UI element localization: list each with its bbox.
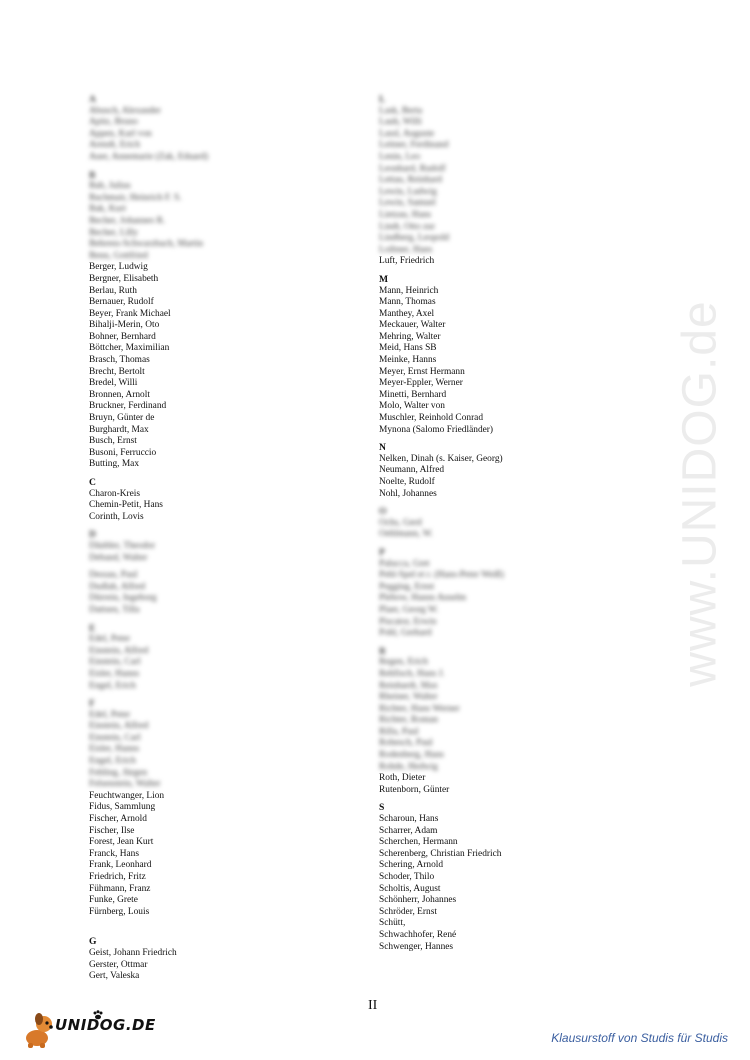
- index-entry: Gert, Valeska: [89, 971, 140, 982]
- index-entry: Edel, Peter: [89, 709, 131, 720]
- index-entry: Rohde, Hedwig: [379, 761, 438, 772]
- index-entry: Dudlah, Alfred: [89, 581, 146, 592]
- index-entry: Lewin, Ludwig: [379, 186, 437, 197]
- index-entry: Robesch, Paul: [379, 738, 433, 749]
- section-letter: G: [89, 936, 97, 948]
- index-entry: Franck, Hans: [89, 848, 139, 859]
- index-entry: Arendt, Erich: [89, 140, 141, 151]
- index-entry: Bredel, Willi: [89, 378, 138, 389]
- index-entry: Lettau, Reinhard: [379, 175, 442, 186]
- index-entry: Palucca, Gret: [379, 558, 430, 569]
- index-entry: Schönherr, Johannes: [379, 895, 457, 906]
- index-entry: Deband, Walter: [89, 552, 148, 563]
- index-entry: Fischer, Ilse: [89, 825, 135, 836]
- index-entry: Scharrer, Adam: [379, 825, 438, 836]
- index-entry: Scherchen, Hermann: [379, 837, 458, 848]
- index-entry: Bak, Kurt: [89, 204, 126, 215]
- index-entry: Butting, Max: [89, 459, 140, 470]
- index-entry: Loibner, Hans: [379, 244, 433, 255]
- index-entry: Pohl, Gerhard: [379, 628, 432, 639]
- index-entry: Meid, Hans SB: [379, 343, 437, 354]
- index-entry: Scharoun, Hans: [379, 814, 439, 825]
- index-entry: Piscator, Erwin: [379, 616, 437, 627]
- index-entry: Leonhard, Rudolf: [379, 163, 446, 174]
- left-name-column: [89, 94, 349, 983]
- index-entry: Schröder, Ernst: [379, 906, 437, 917]
- index-entry: Richter, Roman: [379, 715, 438, 726]
- index-entry: Fühmann, Franz: [89, 883, 151, 894]
- index-entry: Lenin, Leo: [379, 151, 421, 162]
- index-entry: Pehl-Spel et r. (Hans-Peter Weiß): [379, 570, 504, 581]
- index-entry: Richter, Hans Werner: [379, 703, 460, 714]
- index-entry: Noelte, Rudolf: [379, 477, 435, 487]
- index-entry: Berger, Ludwig: [89, 262, 148, 273]
- index-entry: Engel, Erich: [89, 756, 136, 767]
- index-entry: Schwachhofer, René: [379, 929, 457, 940]
- index-entry: Auer, Annemarie (Zak, Eduard): [89, 151, 209, 162]
- index-entry: Rehfisch, Hans J.: [379, 668, 445, 679]
- index-entry: Bab, Julius: [89, 181, 131, 192]
- index-entry: Schwenger, Hannes: [379, 941, 454, 952]
- index-entry: Becher, Lilly: [89, 227, 139, 238]
- index-entry: Corinth, Lovis: [89, 511, 144, 522]
- index-entry: Abusch, Alexander: [89, 105, 161, 116]
- index-entry: Geist, Johann Friedrich: [89, 947, 177, 958]
- index-entry: Lewin, Samuel: [379, 198, 436, 209]
- index-entry: Oehlmann, W.: [379, 529, 433, 540]
- index-entry: Pegging, Ernst: [379, 581, 435, 592]
- index-entry: Becher, Johannes R.: [89, 215, 166, 226]
- index-entry: Bernauer, Rudolf: [89, 297, 154, 308]
- index-entry: Mynona (Salomo Friedländer): [379, 424, 494, 435]
- index-entry: Meckauer, Walter: [379, 320, 446, 331]
- index-entry: Rilla, Paul: [379, 726, 419, 737]
- index-entry: Lassl, Auguste: [379, 128, 435, 139]
- index-entry: Molo, Walter von: [379, 401, 445, 412]
- index-entry: Meinke, Hanns: [379, 355, 437, 366]
- index-entry: Funke, Grete: [89, 895, 138, 906]
- section-letter: N: [379, 442, 386, 454]
- section-letter: D: [89, 529, 96, 541]
- index-entry: Dessau, Paul: [89, 570, 138, 581]
- section-letter: L: [379, 94, 386, 105]
- index-entry: Schoder, Thilo: [379, 872, 435, 882]
- footer-tagline: Klausurstoff von Studis für Studis: [551, 1031, 728, 1045]
- section-letter: E: [89, 622, 96, 634]
- index-entry: Regen, Erich: [379, 657, 428, 668]
- index-entry: Bergner, Elisabeth: [89, 273, 159, 284]
- section-letter: P: [379, 546, 385, 558]
- index-entry: Fidus, Sammlung: [89, 802, 156, 813]
- index-entry: Plebow, Hanns Anselm: [379, 593, 467, 604]
- index-entry: Bronnen, Arnolt: [89, 389, 150, 400]
- index-entry: Charon-Kreis: [89, 488, 141, 499]
- index-entry: Meyer, Ernst Hermann: [379, 366, 465, 377]
- index-entry: Einstein, Carl: [89, 657, 141, 668]
- section-letter: M: [379, 273, 389, 285]
- index-entry: Roth, Dieter: [379, 773, 426, 784]
- right-name-column: [379, 94, 679, 953]
- index-entry: Bohner, Bernhard: [89, 331, 156, 342]
- index-entry: Bruyn, Günter de: [89, 413, 155, 424]
- index-entry: Dürrein, Ingeborg: [89, 593, 157, 604]
- index-entry: Neumann, Alfred: [379, 465, 445, 476]
- index-entry: Lindberg, Leopold: [379, 233, 450, 244]
- index-entry: Manthey, Axel: [379, 308, 435, 319]
- index-entry: Lindt, Otto zur: [379, 221, 435, 232]
- index-entry: Plaer, Georg W.: [379, 604, 439, 615]
- index-entry: Däubler, Theodor: [89, 540, 156, 551]
- index-entry: Eisler, Hanns: [89, 744, 140, 755]
- index-entry: Schering, Arnold: [379, 860, 444, 871]
- logo-text: UNIDOG.DE: [55, 1016, 156, 1034]
- index-entry: Felsenstein, Walter: [89, 779, 161, 790]
- index-entry: Fischer, Arnold: [89, 814, 147, 825]
- section-letter: C: [89, 477, 96, 488]
- index-entry: Chemin-Petit, Hans: [89, 500, 163, 511]
- index-entry: Friedrich, Fritz: [89, 872, 146, 882]
- index-entry: Bruckner, Ferdinand: [89, 401, 167, 412]
- index-entry: Behrens-Schwarzbach, Martin: [89, 239, 204, 250]
- index-entry: Beyer, Frank Michael: [89, 308, 171, 319]
- index-entry: Lietzau, Hans: [379, 209, 432, 220]
- index-entry: Dattsen, Tilla: [89, 604, 140, 615]
- index-entry: Bihalji-Merin, Oto: [89, 320, 160, 331]
- index-entry: Rutenborn, Günter: [379, 784, 450, 795]
- index-entry: Luft, Friedrich: [379, 256, 435, 267]
- index-entry: Mann, Thomas: [379, 297, 436, 308]
- page-number: II: [368, 998, 378, 1013]
- section-letter: R: [379, 645, 386, 657]
- index-entry: Eisler, Hanns: [89, 668, 140, 679]
- section-letter: A: [89, 94, 96, 105]
- index-entry: Nelken, Dinah (s. Kaiser, Georg): [379, 453, 503, 464]
- index-entry: Scherenberg, Christian Friedrich: [379, 848, 502, 859]
- index-entry: Rheiner, Walter: [379, 692, 438, 703]
- index-entry: Busch, Ernst: [89, 436, 137, 447]
- index-entry: Scholtis, August: [379, 883, 441, 894]
- index-entry: Mann, Heinrich: [379, 285, 439, 296]
- index-entry: Fürnberg, Louis: [89, 906, 150, 917]
- index-entry: Einstein, Alfred: [89, 721, 149, 732]
- index-entry: Busoni, Ferruccio: [89, 447, 157, 458]
- index-entry: Ochs, Gerd: [379, 517, 422, 528]
- index-entry: Meyer-Eppler, Werner: [379, 378, 463, 389]
- index-entry: Gerster, Ottmar: [89, 959, 148, 970]
- index-entry: Feuchtwanger, Lion: [89, 790, 165, 801]
- section-letter: F: [89, 698, 95, 710]
- index-entry: Muschler, Reinhold Conrad: [379, 413, 484, 424]
- index-entry: Fehling, Jürgen: [89, 767, 148, 778]
- index-entry: Lask, Berta: [379, 105, 423, 116]
- index-entry: Appen, Karl von: [89, 128, 152, 139]
- section-letter: B: [89, 169, 96, 181]
- index-entry: Lauh, Willi: [379, 117, 422, 128]
- index-entry: Edel, Peter: [89, 634, 131, 645]
- dog-mascot-icon: [22, 1010, 56, 1050]
- index-entry: Brecht, Bertolt: [89, 366, 145, 377]
- index-entry: Burghardt, Max: [89, 424, 149, 435]
- index-entry: Engel, Erich: [89, 680, 136, 691]
- index-entry: Reinhardt, Max: [379, 680, 438, 691]
- index-entry: Nohl, Johannes: [379, 488, 437, 499]
- index-entry: Frank, Leonhard: [89, 860, 152, 871]
- index-entry: Böttcher, Maximilian: [89, 343, 170, 354]
- index-entry: Brasch, Thomas: [89, 355, 150, 366]
- index-entry: Schütt,: [379, 918, 406, 929]
- index-entry: Einstein, Carl: [89, 732, 141, 743]
- index-entry: Minetti, Bernhard: [379, 389, 447, 400]
- unidog-logo: [22, 1010, 157, 1052]
- section-letter: S: [379, 802, 385, 814]
- index-entry: Benn, Gottfried: [89, 250, 148, 261]
- index-entry: Mehring, Walter: [379, 331, 441, 342]
- index-entry: Bachmair, Heinrich F. S.: [89, 192, 182, 203]
- index-entry: Forest, Jean Kurt: [89, 837, 154, 848]
- watermark-text: www.UNIDOG.de: [673, 299, 727, 687]
- index-entry: Apitz, Bruno: [89, 117, 138, 128]
- index-entry: Leitner, Ferdinand: [379, 140, 449, 151]
- index-entry: Einstein, Alfred: [89, 645, 149, 656]
- index-entry: Rodenberg, Hans: [379, 750, 444, 761]
- index-entry: Berlau, Ruth: [89, 285, 137, 296]
- section-letter: O: [379, 506, 387, 518]
